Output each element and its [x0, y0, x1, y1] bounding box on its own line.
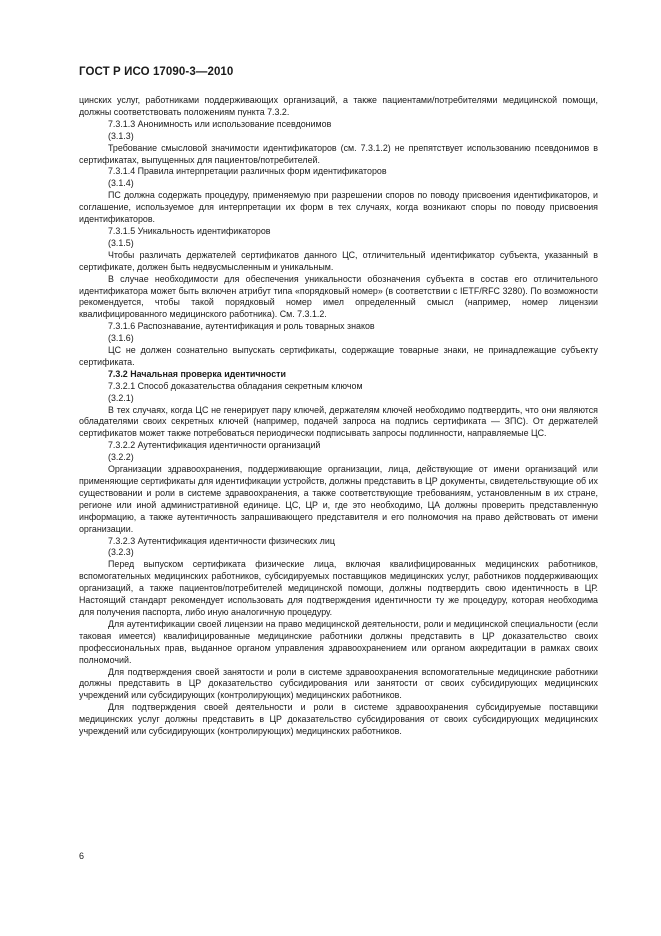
paragraph: Для аутентификации своей лицензии на право медицинской деятельности, роли и медицинской специальности (если таковая имеется) квалифицированные медицинские работники должны представить в ЦР доказательство своих профессиональных прав, выданное органом управления здравоохранением или органом аккредитации в рамках своих полномочий. [79, 618, 598, 665]
paragraph: ЦС не должен сознательно выпускать сертификаты, содержащие товарные знаки, не принадлежащие субъекту сертификата. [79, 345, 598, 367]
paragraph: Требование смысловой значимости идентификаторов (см. 7.3.1.2) не препятствует использованию псевдонимов в сертификатах, выпущенных для пациентов/потребителей. [79, 142, 598, 165]
paragraph: 7.3.2.3 Аутентификация идентичности физических лиц [108, 535, 335, 546]
paragraph: 7.3.1.4 Правила интерпретации различных форм идентификаторов [108, 166, 387, 177]
paragraph: Чтобы различать держателей сертификатов данного ЦС, отличительный идентификатор субъекта, указанный в сертификате, должен быть недвусмысленным и уникальным. [79, 249, 598, 272]
paragraph: Для подтверждения своей деятельности и роли в системе здравоохранения субсидируемые поставщики медицинских услуг должны представить в ЦР доказательство субсидирования от своих субсидирующих медицинских учреждений или субсидирующих (контролирующих) медицинских работников. [79, 702, 598, 737]
paragraph: (3.2.2) [108, 452, 134, 463]
paragraph: В тех случаях, когда ЦС не генерирует пару ключей, держателям ключей необходимо подтвердить, что они являются обладателями своих секретных ключей (например, подачей запроса на подпись сертификата — ЗПС). От держателей сертификатов может также потребоваться периодически подписывать запросы подлинности, направляемые ЦС. [79, 404, 598, 439]
body-text [79, 95, 598, 738]
paragraph: 7.3.2 Начальная проверка идентичности [108, 368, 286, 379]
page-number: 6 [79, 851, 85, 861]
paragraph: Перед выпуском сертификата физические лица, включая квалифицированных медицинских работников, вспомогательных медицинских работников, субсидируемых поставщиков медицинских услуг, работников поддерживающих организаций, а также пациентов/потребителей медицинской помощи, должны подтвердить свою идентичность в ЦР. Настоящий стандарт рекомендует использовать для подтверждения идентичности ту же процедуру, которая необходима для получения паспорта, либо иную аналогичную процедуру. [79, 559, 598, 617]
paragraph: (3.2.3) [108, 547, 134, 558]
paragraph: (3.1.3) [108, 130, 134, 141]
paragraph: (3.1.4) [108, 178, 134, 189]
paragraph: (3.1.5) [108, 237, 134, 248]
paragraph: Организации здравоохранения, поддерживающие организации, лица, действующие от имени организаций или применяющие сертификаты для идентификации устройств, должны представить в ЦР документы, свидетельствующие об их существовании и роли в системе здравоохранения, а также соответствующие требованиям, установленным в их стране, регионе или иной административной единице. ЦС, ЦР и, где это необходимо, ЦА должны проверить представленную информацию, а также аутентичность запрашивающего представителя и его полномочия на право действовать от имени организации. [79, 464, 598, 534]
paragraph: (3.1.6) [108, 333, 134, 344]
paragraph: 7.3.1.6 Распознавание, аутентификация и роль товарных знаков [108, 321, 375, 332]
paragraph: 7.3.1.5 Уникальность идентификаторов [108, 225, 271, 236]
paragraph: цинских услуг, работниками поддерживающих организаций, а также пациентами/потребителями медицинской помощи, должны соответствовать положениям пункта 7.3.2. [79, 95, 598, 117]
paragraph: 7.3.2.1 Способ доказательства обладания секретным ключом [108, 380, 363, 391]
paragraph: Для подтверждения своей занятости и роли в системе здравоохранения вспомогательные медицинские работники должны представить в ЦР доказательство субсидирования или занятости от своих субсидирующих медицинских учреждений или субсидирующих (контролирующих) медицинских работников. [79, 666, 598, 701]
paragraph: (3.2.1) [108, 392, 134, 403]
paragraph: 7.3.1.3 Анонимность или использование псевдонимов [108, 118, 332, 129]
paragraph: 7.3.2.2 Аутентификация идентичности организаций [108, 440, 321, 451]
page-header-title: ГОСТ Р ИСО 17090-3—2010 [79, 66, 234, 78]
paragraph: ПС должна содержать процедуру, применяемую при разрешении споров по поводу присвоения идентификаторов, и соглашение, используемое для интерпретации их форм в тех случаях, когда возникают споры по поводу присвоения идентификаторов. [79, 190, 598, 225]
paragraph: В случае необходимости для обеспечения уникальности обозначения субъекта в состав его отличительного идентификатора может быть включен атрибут типа «порядковый номер» (в соответствии с IETF/RFC 3280). По возможности рекомендуется, чтобы такой порядковый номер имел определенный смысл (например, номер лицензии квалифицированного медицинского работника). См. 7.3.1.2. [79, 273, 598, 320]
